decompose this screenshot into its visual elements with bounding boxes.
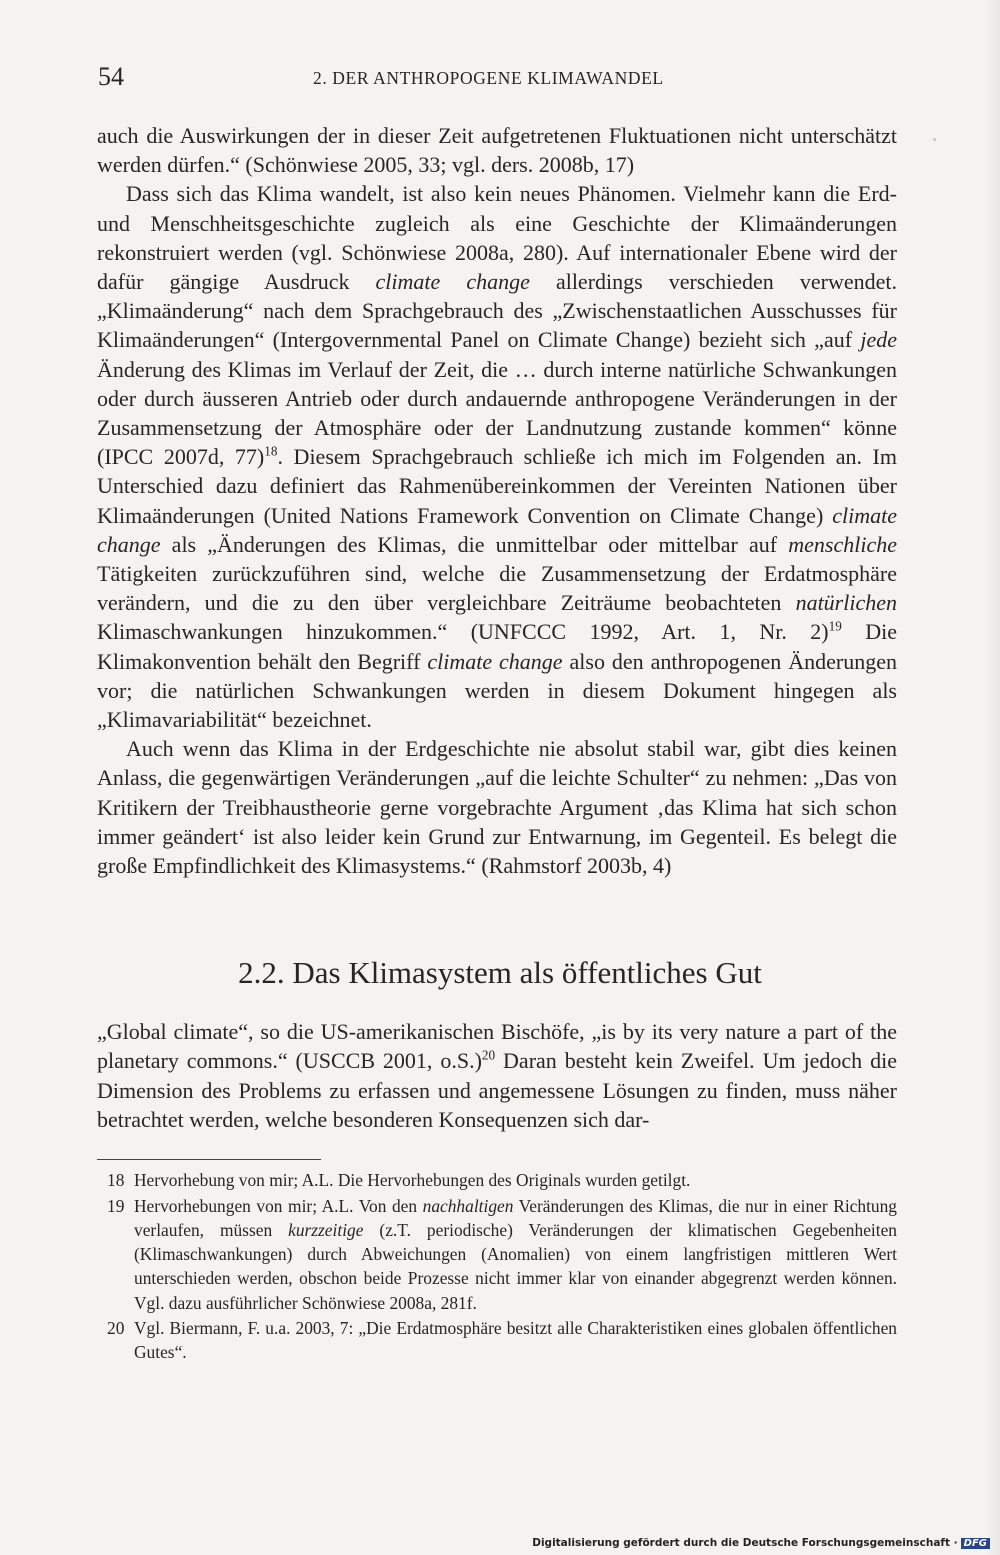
footnote-number: 18 xyxy=(107,1170,125,1190)
footnote-number: 20 xyxy=(107,1318,125,1339)
paragraph-continued: auch die Auswirkungen der in dieser Zeit aufgetretenen Fluktuationen nicht unterschätzt werden dürfen.“ (Schönwiese 2005, 33; vgl. ders. 2008b, 17) xyxy=(97,123,897,178)
footnote-divider xyxy=(97,1159,321,1160)
running-title: 2. DER ANTHROPOGENE KLIMAWANDEL xyxy=(313,68,664,88)
footnote-number: 19 xyxy=(107,1195,125,1216)
emphasis: climate change xyxy=(427,648,563,674)
scan-speck xyxy=(933,138,936,141)
digitization-credit: Digitalisierung gefördert durch die Deutsche Forschungsgemeinschaft · DFG xyxy=(532,1537,990,1549)
section-heading: 2.2. Das Klimasystem als öffentliches Gut xyxy=(238,955,762,990)
paragraph-rahmstorf-quote: Auch wenn das Klima in der Erdgeschichte nie absolut stabil war, gibt dies keinen Anlass, die gegenwärtigen Veränderungen „auf die leichte Schulter“ zu nehmen: „Das von Kritikern der Treibhaustheorie gerne vorgebrachte Argument ‚das Klima hat sich schon immer geändert‘ ist also leider kein Grund zur Entwarnung, im Gegenteil. Es belegt die große Empfindlichkeit des Klimasystems.“ (Rahmstorf 2003b, 4) xyxy=(97,736,897,879)
page-header xyxy=(98,62,898,96)
emphasis: jede xyxy=(860,327,897,353)
footnote-ref-18[interactable]: 18 xyxy=(264,443,278,459)
footnotes xyxy=(97,1168,897,1366)
footnote-20: 20 Vgl. Biermann, F. u.a. 2003, 7: „Die Erdatmosphäre besitzt alle Charakteristiken eines globalen öffentlichen Gutes“. xyxy=(107,1318,897,1363)
paragraph-global-commons: „Global climate“, so die US-amerikanischen Bischöfe, „is by its very nature a part of the planetary commons.“ (USCCB 2001, o.S.)$^{20}$ Daran besteht kein Zweifel. Um jedoch die Dimension des Problems zu erfassen und angemessene Lösungen zu finden, muss näher betrachtet werden, welche besonderen Konsequenzen sich dar- xyxy=(97,1019,897,1133)
emphasis: menschliche xyxy=(788,531,897,557)
emphasis: climate change xyxy=(97,502,897,557)
footnote-19: 19 Hervorhebungen von mir; A.L. Von den nachhaltigen Veränderungen des Klimas, die nur in einer Richtung verlaufen, müssen kurzzeitige (z.T. periodische) Veränderungen der klimatischen Gegebenheiten (Klimaschwankungen) durch Abweichungen (Anomalien) von einem langfristigen mittleren Wert unterschieden werden, obschon beide Prozesse nicht immer klar von einander abgegrenzt werden können. Vgl. dazu ausführlicher Schönwiese 2008a, 281f. xyxy=(107,1195,897,1313)
emphasis: climate change xyxy=(375,269,530,295)
emphasis: kurzzeitige xyxy=(288,1219,364,1240)
page-edge-shadow xyxy=(986,0,1000,1555)
emphasis: natürlichen xyxy=(795,590,897,616)
section-text xyxy=(97,1017,897,1135)
page-number: 54 xyxy=(98,62,124,91)
paragraph-climate-change-definitions: Dass sich das Klima wandelt, ist also kein neues Phänomen. Vielmehr kann die Erd- und Menschheitsgeschichte zugleich als eine Geschichte der Klimaänderungen rekonstruiert werden (vgl. Schönwiese 2008a, 280). Auf internationaler Ebene wird der dafür gängige Ausdruck climate change allerdings verschieden verwendet. „Klimaänderung“ nach dem Sprachgebrauch des „Zwischenstaatlichen Ausschusses für Klimaänderungen“ (Intergovernmental Panel on Climate Change) bezieht sich „auf jede Änderung des Klimas im Verlauf der Zeit, die … durch interne natürliche Schwankungen oder durch äusseren Antrieb oder durch andauernde anthropogene Veränderungen in der Zusammensetzung der Atmosphäre oder der Landnutzung zustande kommen“ könne (IPCC 2007d, 77)$^{18}$. Diesem Sprachgebrauch schließe ich mich im Folgenden an. Im Unterschied dazu definiert das Rahmenübereinkommen der Vereinten Nationen über Klimaänderungen (United Nations Framework Convention on Climate Change) climate change als „Änderungen des Klimas, die unmittelbar oder mittelbar auf menschliche Tätigkeiten zurückzuführen sind, welche die Zusammensetzung der Erdatmosphäre verändern, und die zu den über vergleichbare Zeiträume beobachteten natürlichen Klimaschwankungen hinzukommen.“ (UNFCCC 1992, Art. 1, Nr. 2)$^{19}$ Die Klimakonvention behält den Begriff climate change also den anthropogenen Änderungen vor; die natürlichen Schwankungen werden in diesem Dokument hingegen als „Klimavariabilität“ bezeichnet. xyxy=(97,181,898,733)
emphasis: nachhaltigen xyxy=(422,1195,514,1216)
main-text xyxy=(97,121,897,880)
footnote-18: 18 Hervorhebung von mir; A.L. Die Hervorhebungen des Originals wurden getilgt. xyxy=(97,1168,897,1192)
dfg-logo: DFG xyxy=(961,1538,990,1549)
footnote-ref-20[interactable]: 20 xyxy=(481,1048,496,1064)
footnote-ref-19[interactable]: 19 xyxy=(828,619,842,635)
